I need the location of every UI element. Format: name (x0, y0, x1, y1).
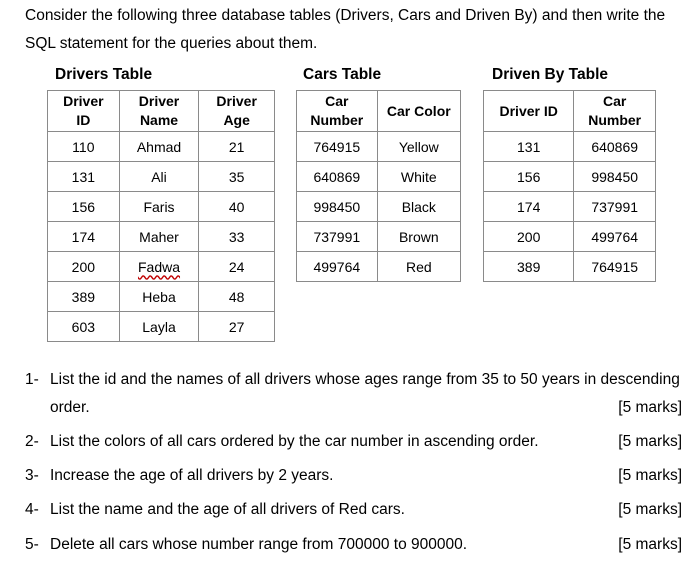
cell: Heba (119, 282, 199, 312)
cell: Faris (119, 192, 199, 222)
header-car-number: Car Number (297, 91, 378, 132)
cell: 737991 (297, 222, 378, 252)
question-text: Delete all cars whose number range from 700000 to 900000. (50, 536, 468, 553)
question-1 (0, 371, 682, 427)
table-row (297, 132, 461, 162)
table-row (484, 162, 656, 192)
question-marks: [5 marks] (618, 433, 682, 450)
question-text-continued: order. (50, 399, 90, 416)
driven-by-table (483, 90, 656, 282)
question-number: 1- (25, 371, 39, 388)
question-text: List the id and the names of all drivers whose ages range from 35 to 50 years in descending (50, 371, 680, 388)
table-row (48, 222, 275, 252)
question-text: List the name and the age of all drivers of Red cars. (50, 501, 405, 518)
cell: 27 (199, 312, 275, 342)
cars-table (296, 90, 461, 282)
cell: 389 (484, 252, 574, 282)
table-row (297, 252, 461, 282)
cell: 603 (48, 312, 120, 342)
cell: 40 (199, 192, 275, 222)
cell: 200 (48, 252, 120, 282)
header-car-number: Car Number (574, 91, 656, 132)
question-number: 3- (25, 467, 39, 484)
cell: 640869 (297, 162, 378, 192)
cell: 35 (199, 162, 275, 192)
question-number: 2- (25, 433, 39, 450)
cell: 156 (48, 192, 120, 222)
header-driver-age: Driver Age (199, 91, 275, 132)
table-row (484, 192, 656, 222)
cell: 764915 (297, 132, 378, 162)
spellcheck-underlined-name: Fadwa (137, 258, 181, 275)
header-car-color: Car Color (377, 91, 460, 132)
cell: 998450 (574, 162, 656, 192)
question-3 (0, 467, 682, 491)
table-row (48, 192, 275, 222)
drivers-header-row (48, 91, 275, 132)
cell: 998450 (297, 192, 378, 222)
question-marks: [5 marks] (618, 536, 682, 553)
cell: 200 (484, 222, 574, 252)
cell: Ahmad (119, 132, 199, 162)
table-row (48, 132, 275, 162)
cell: 499764 (297, 252, 378, 282)
cell: Maher (119, 222, 199, 252)
question-number: 5- (25, 536, 39, 553)
table-row (484, 222, 656, 252)
cell: Red (377, 252, 460, 282)
intro-text: Consider the following three database tables (Drivers, Cars and Driven By) and then write the SQL statement for the queries about them. (25, 7, 666, 52)
question-marks: [5 marks] (618, 467, 682, 484)
cell: 48 (199, 282, 275, 312)
cell: 110 (48, 132, 120, 162)
cell: 389 (48, 282, 120, 312)
question-marks: [5 marks] (618, 501, 682, 518)
cell: 131 (484, 132, 574, 162)
driven-by-header-row (484, 91, 656, 132)
question-5 (0, 536, 682, 560)
drivers-table-title: Drivers Table (55, 66, 153, 83)
header-driver-id: Driver ID (484, 91, 574, 132)
cell: Ali (119, 162, 199, 192)
cars-table-title: Cars Table (303, 66, 382, 83)
header-driver-name: Driver Name (119, 91, 199, 132)
cell: 156 (484, 162, 574, 192)
cell: Black (377, 192, 460, 222)
cell: White (377, 162, 460, 192)
question-marks: [5 marks] (618, 399, 682, 416)
table-row (48, 162, 275, 192)
cell: 764915 (574, 252, 656, 282)
cell: 737991 (574, 192, 656, 222)
cell: Yellow (377, 132, 460, 162)
table-row (484, 252, 656, 282)
table-row (297, 162, 461, 192)
question-text: Increase the age of all drivers by 2 years. (50, 467, 334, 484)
cell: 174 (48, 222, 120, 252)
question-4 (0, 501, 682, 525)
cell: 33 (199, 222, 275, 252)
table-row (484, 132, 656, 162)
question-2 (0, 433, 682, 457)
cell: 174 (484, 192, 574, 222)
cell: 640869 (574, 132, 656, 162)
cell: Layla (119, 312, 199, 342)
table-row (297, 222, 461, 252)
question-number: 4- (25, 501, 39, 518)
cell: 499764 (574, 222, 656, 252)
table-row (48, 282, 275, 312)
cell: 21 (199, 132, 275, 162)
cell: 131 (48, 162, 120, 192)
header-driver-id: Driver ID (48, 91, 120, 132)
driven-by-table-title: Driven By Table (492, 66, 609, 83)
table-row (297, 192, 461, 222)
question-text: List the colors of all cars ordered by the car number in ascending order. (50, 433, 539, 450)
cell (119, 252, 199, 282)
table-row (48, 312, 275, 342)
cell: 24 (199, 252, 275, 282)
cars-header-row (297, 91, 461, 132)
cell: Brown (377, 222, 460, 252)
drivers-table (47, 90, 275, 342)
table-row (48, 252, 275, 282)
